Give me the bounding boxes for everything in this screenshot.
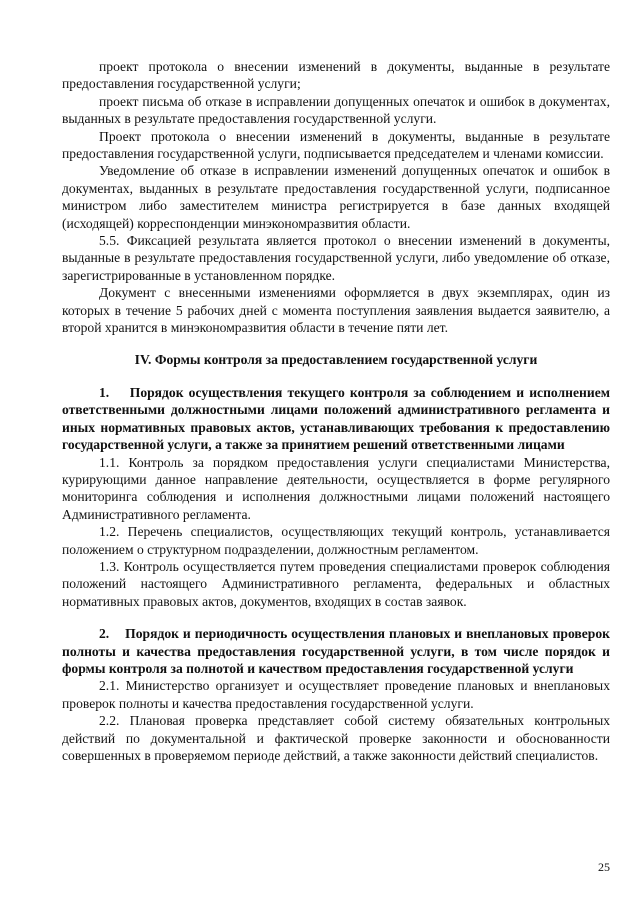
section-heading: IV. Формы контроля за предоставлением государственной услуги	[134, 351, 538, 367]
paragraph: проект протокола о внесении изменений в документы, выданные в результате предоставления государственной услуги;	[62, 59, 610, 92]
paragraph-1-3: 1.3. Контроль осуществляется путем проведения специалистами проверок соблюдения положений настоящего Административного регламента, федеральных и областных нормативных правовых актов, документов, входящих в состав заявок.	[62, 558, 610, 609]
subsection-1-title: 1. Порядок осуществления текущего контроля за соблюдением и исполнением ответственными должностными лицами положений административного регламента и иных нормативных правовых актов, устанавливающих требования к предоставлению государственной услуги, а также за принятием решений ответственными лицами	[62, 384, 610, 453]
paragraph-1-2: 1.2. Перечень специалистов, осуществляющих текущий контроль, устанавливается положением о структурном подразделении, должностным регламентом.	[62, 524, 610, 557]
paragraph-2-2: 2.2. Плановая проверка представляет собой систему обязательных контрольных действий по документальной и фактической проверке законности и обоснованности совершенных в проверяемом периоде действий, а также законности действий специалистов.	[62, 713, 610, 764]
paragraph: Уведомление об отказе в исправлении изменений допущенных опечаток и ошибок в документах, выданных в результате предоставления государственной услуги, подписанное министром либо заместителем министра регистрируется в базе данных входящей (исходящей) корреспонденции минэкономразвития области.	[62, 163, 610, 231]
paragraph-1-1: 1.1. Контроль за порядком предоставления услуги специалистами Министерства, курирующими данное направление деятельности, осуществляется в форме регулярного мониторинга соблюдения и исполнения должностными лицами положений настоящего Административного регламента.	[62, 454, 610, 522]
subsection-2-title: 2. Порядок и периодичность осуществления плановых и внеплановых проверок полноты и качества предоставления государственной услуги, в том числе порядок и формы контроля за полнотой и качеством предоставления государственной услуги	[62, 626, 610, 676]
paragraph: Документ с внесенными изменениями оформляется в двух экземплярах, один из которых в течение 5 рабочих дней с момента поступления заявления выдается заявителю, а второй хранится в минэкономразвития области в течение пяти лет.	[62, 285, 610, 336]
paragraph: 5.5. Фиксацией результата является протокол о внесении изменений в документы, выданные в результате предоставления государственной услуги, либо уведомление об отказе, зарегистрированные в установленном порядке.	[62, 233, 610, 283]
paragraph: проект письма об отказе в исправлении допущенных опечаток и ошибок в документах, выданных в результате предоставления государственной услуги.	[62, 93, 610, 127]
page-number: 25	[598, 860, 610, 874]
paragraph: Проект протокола о внесении изменений в документы, выданные в результате предоставления государственной услуги, подписывается председателем и членами комиссии.	[62, 128, 610, 162]
paragraph-2-1: 2.1. Министерство организует и осуществляет проведение плановых и внеплановых проверок полноты и качества предоставления государственной услуги.	[62, 678, 610, 711]
